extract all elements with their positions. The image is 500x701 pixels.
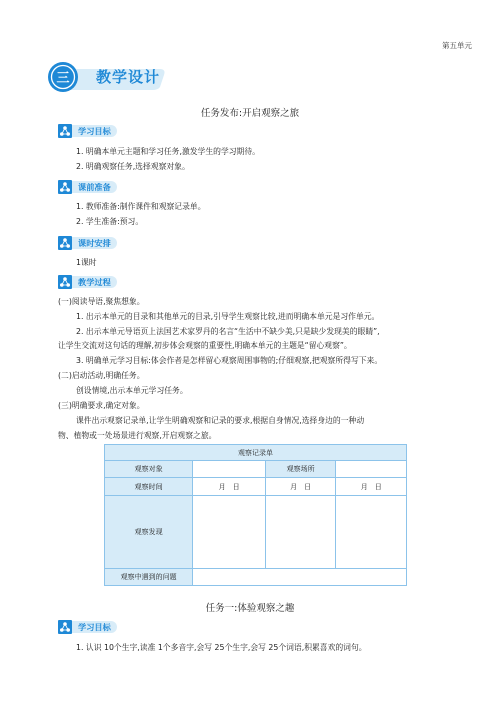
task-title: 任务一:体验观察之趣 xyxy=(205,603,295,614)
process-line: 1. 出示本单元的目录和其他单元的目录,引导学生观察比较,进而明确本单元是习作单元。 xyxy=(76,312,380,321)
process-line: 让学生交流对这句话的理解,初步体会观察的重要性,明确本单元的主题是“留心观察”。 xyxy=(58,341,352,350)
network-icon xyxy=(58,620,72,634)
process-line: (一)阅读导语,聚焦想象。 xyxy=(58,297,145,306)
section-header-time xyxy=(58,236,128,250)
section-header-goals xyxy=(58,620,128,634)
table-title: 观察记录单 xyxy=(105,445,407,461)
time-line: 1课时 xyxy=(76,258,97,267)
network-icon xyxy=(58,275,72,289)
process-line: 2. 出示本单元导语页上法国艺术家罗丹的名言“生活中不缺少美,只是缺少发现美的眼睛”, xyxy=(76,327,380,336)
process-line: (三)明确要求,确定对象。 xyxy=(58,401,145,410)
section-label: 学习目标 xyxy=(72,621,117,633)
findings-cell[interactable] xyxy=(265,496,336,569)
section-header-goals xyxy=(58,124,128,138)
prep-line: 2. 学生准备:预习。 xyxy=(76,217,144,226)
section-header-process xyxy=(58,275,128,289)
process-line: 创设情境,出示本单元学习任务。 xyxy=(76,386,188,395)
prep-line: 1. 教师准备:制作课件和观察记录单。 xyxy=(76,202,206,211)
problems-label: 观察中遇到的问题 xyxy=(105,569,193,586)
goal-line: 1. 认识 10个生字,读准 1个多音字,会写 25个生字,会写 25个词语,积累喜欢的词句。 xyxy=(76,643,367,652)
findings-cell[interactable] xyxy=(193,496,266,569)
task-title: 任务发布:开启观察之旅 xyxy=(200,108,300,119)
date-cell[interactable]: 月 日 xyxy=(336,478,407,496)
place-cell[interactable] xyxy=(336,461,407,478)
section-label: 学习目标 xyxy=(72,125,117,137)
time-label: 观察时间 xyxy=(105,478,193,496)
banner-title: 教学设计 xyxy=(96,68,161,86)
section-label: 教学过程 xyxy=(72,276,117,288)
place-label: 观察场所 xyxy=(265,461,336,478)
findings-label: 观察发现 xyxy=(105,496,193,569)
process-line: 3. 明确单元学习目标:体会作者是怎样留心观察周围事物的;仔细观察,把观察所得写下来。 xyxy=(76,356,383,365)
observation-record-table xyxy=(104,444,407,586)
date-cell[interactable]: 月 日 xyxy=(265,478,336,496)
section-header-prep xyxy=(58,180,128,194)
section-label: 课时安排 xyxy=(72,237,117,249)
object-label: 观察对象 xyxy=(105,461,193,478)
network-icon xyxy=(58,124,72,138)
process-line: 物、植物或一处场景进行观察,开启观察之旅。 xyxy=(58,431,217,440)
process-line: 课件出示观察记录单,让学生明确观察和记录的要求,根据自身情况,选择身边的一种动 xyxy=(76,416,365,425)
goal-line: 2. 明确观察任务,选择观察对象。 xyxy=(76,162,190,171)
network-icon xyxy=(58,180,72,194)
unit-label: 第五单元 xyxy=(442,41,472,50)
problems-cell[interactable] xyxy=(193,569,407,586)
date-cell[interactable]: 月 日 xyxy=(193,478,266,496)
object-cell[interactable] xyxy=(193,461,266,478)
goal-line: 1. 明确本单元主题和学习任务,激发学生的学习期待。 xyxy=(76,147,260,156)
process-line: (二)启动活动,明确任务。 xyxy=(58,371,145,380)
section-label: 课前准备 xyxy=(72,181,117,193)
banner-number: 三 xyxy=(56,71,70,86)
findings-cell[interactable] xyxy=(336,496,407,569)
network-icon xyxy=(58,236,72,250)
